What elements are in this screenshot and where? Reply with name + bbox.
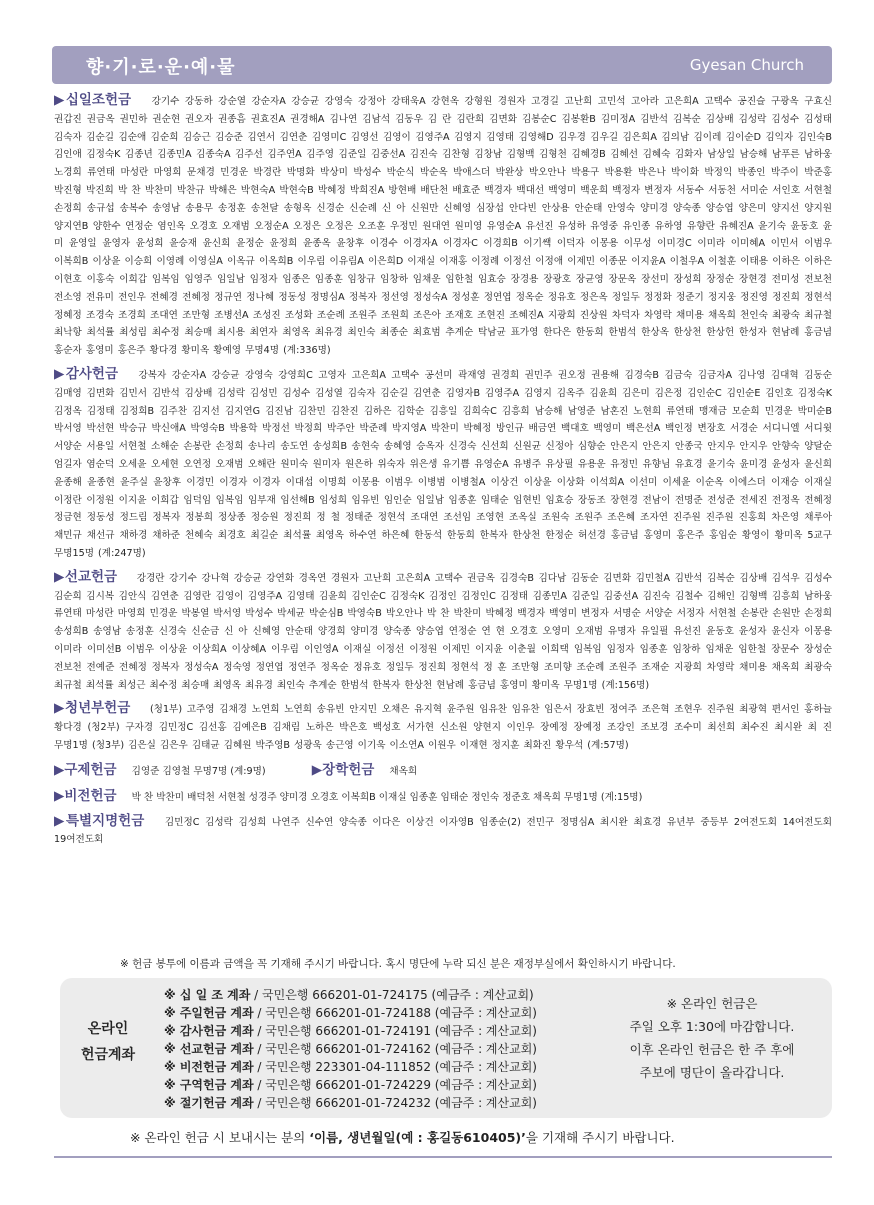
special-names: 김민정C 김성락 김성희 나연주 신수연 양숙종 이다은 이상건 이자영B 임종순(2) 전민구 정명심A 최시완 최효경 유년부 중등부 2여전도회 14여전도회 19여전도회 xyxy=(54,816,832,846)
youth-section xyxy=(54,700,832,754)
bottom-divider xyxy=(54,1156,832,1158)
special-label: ▶특별지명헌금 xyxy=(54,812,145,829)
account-list xyxy=(164,986,537,1112)
account-title-line1: 온라인 xyxy=(87,1021,129,1037)
online-deadline-notice: ※ 온라인 헌금은 주일 오후 1:30에 마감합니다. 이후 온라인 헌금은 한 주 후에 주보에 명단이 올라갑니다. xyxy=(629,996,795,1080)
account-item: ※ 절기헌금 계좌 / 국민은행 666201-01-724232 (예금주 : 계산교회) xyxy=(164,1096,537,1110)
account-item: ※ 선교헌금 계좌 / 국민은행 666201-01-724162 (예금주 : 계산교회) xyxy=(164,1042,537,1056)
section-label: ▶청년부헌금 xyxy=(54,700,131,717)
scholarship-label: ▶장학헌금 xyxy=(311,761,375,778)
scholarship-names: 채옥희 xyxy=(389,765,418,777)
envelope-notice: ※ 헌금 봉투에 이름과 금액을 꼭 기재해 주시기 바랍니다. 혹시 명단에 누락 되신 분은 재정부실에서 확인하시기 바랍니다. xyxy=(120,958,676,970)
account-item: ※ 비전헌금 계좌 / 국민은행 223301-04-111852 (예금주 : 계산교회) xyxy=(164,1060,537,1074)
page-title: 향·기·로·운·예·물 xyxy=(86,57,236,78)
account-title-line2: 헌금계좌 xyxy=(80,1047,136,1063)
online-account-box xyxy=(60,978,832,1118)
account-item: ※ 십 일 조 계좌 / 국민은행 666201-01-724175 (예금주 : 계산교회) xyxy=(164,988,534,1002)
vision-label: ▶비전헌금 xyxy=(54,787,117,804)
special-section xyxy=(54,813,832,850)
mission-section xyxy=(54,569,832,695)
account-item: ※ 주일헌금 계좌 / 국민은행 666201-01-724188 (예금주 : 계산교회) xyxy=(164,1006,537,1020)
page-header xyxy=(52,46,832,84)
account-box-title xyxy=(78,1016,138,1068)
donor-names: 강기수 강동하 강순열 강순자A 강승균 강영숙 강정아 강태욱A 강현옥 강형원 경원자 고경길 고난희 고민석 고아라 고은희A 고택수 공진슬 구광옥 구효신 권갑진 권금옥 권민하 권순현 권오자 권종흠 권효진A 권경해A 김나연 김남석 김동우 김 란 김란희 김면화 김봉순C 김봉환B 김미정A 김반석 김복순 김상배 김성락 김성수 김성태 김숙자 김순길 김순애 김순희 김승근 김승준 김연서 김연춘 김영미C 김영선 김영이 김영주A 김영지 김영태 김영해D 김우경 김우길 김은희A 김의남 김이레 김이순D 김익자 김인숙B 김인애 김정숙K 김종년 김종민A 김종숙A 김주선 김주연A 김주영 김준일 김중선A 김진숙 김찬형 김창남 김형백 김형천 김혜경B 김혜선 김혜숙 김화자 남상일 남승해 남푸른 남하웅 노경희 류연태 마성란 마영희 문채경 민경운 박경란 박명화 박상미 박성수 박순식 박순옥 박애스더 박완상 박오안나 박용구 박용환 박은나 박이화 박정익 박종인 박주이 박준홍 박진형 박진희 박 찬 박찬미 박찬규 박해은 박현숙A 박현숙B 박혜정 박희진A 방현배 배단천 배효준 백경자 백대선 백영미 백운희 백정자 변정자 서동수 서동천 서미순 서인호 서현철 손정희 송규섭 송복수 송영남 송용무 송정훈 송천달 송형옥 신경순 신순례 신 아 신원만 신혜영 심장섭 안다빈 안상용 안순태 안영숙 양미경 양숙종 양승엽 양은미 양지선 양지원 양지연B 양한수 연정순 염인옥 오경호 오재범 오정순A 오정은 오정은 오조훈 우정민 원대연 원미영 유영순A 유선진 유성하 유영중 유인종 유하영 유향란 유혜진A 윤기숙 윤동호 윤 미 윤영일 윤영자 윤성희 윤승재 윤신희 윤정순 윤정희 윤종옥 윤창후 이경수 이경자A 이경자C 이경희B 이기쌕 이덕자 이몽용 이무성 이미경C 이미라 이미혜A 이민서 이범우 이복희B 이상윤 이승희 이영례 이영실A 이옥규 이옥희B 이우림 이유림A 이은희D 이재실 이재홍 이정례 이정선 이정애 이제민 이종문 이지윤A 이철우A 이철훈 이태용 이하은 이하은 이현호 이홍숙 이희갑 임복임 임영주 임일남 임정자 임종은 임종훈 임창규 임창하 임채운 임한철 임효승 장경용 장광호 장균영 장문옥 장선미 장성희 장정순 장현경 전미성 전보천 전소영 전유미 전인우 전혜경 전혜정 정규연 정나혜 정동성 정명심A 정복자 정선영 정성숙A 정성훈 정연엽 정옥순 정유호 정은옥 정일두 정정화 정준기 정지웅 정진영 정진희 정현석 정혜정 조경숙 조경희 조대연 조만형 조병선A 조성진 조성화 조순례 조원주 조원희 조은아 조재호 조현진 조혜진A 지광희 진상원 차덕자 차영락 채미용 채옥희 천인숙 최광숙 최규철 최낙항 최석률 최성림 최수정 최승매 최시용 최연자 최영옥 최유경 최인숙 최종순 최효범 추계순 탁남균 표가영 한다은 한동희 한범석 한상옥 한상천 한상헌 한성자 현남례 홍금념 홍순자 홍영미 홍은주 황다경 황미옥 황예영 무명4명 (계:336명) xyxy=(54,96,832,357)
donor-names: 강경란 강기수 강나혁 강승균 강연화 경옥연 경원자 고난희 고은희A 고택수 권금옥 김경숙B 김다남 김동순 김면화 김민철A 김반석 김복순 김상배 김석우 김성수 김순희 김시복 김안식 김연춘 김영란 김영이 김영주A 김영태 김윤희 김인순C 김정숙K 김정인 김정인C 김정태 김종민A 김준일 김중선A 김진숙 김철수 김해인 김형백 김흥희 남하웅 류연태 마성란 마영희 민경운 박봉열 박서영 박성수 박세균 박순심B 박영숙B 박오안나 박 찬 박찬미 박혜정 백경자 백영미 변정자 서명순 서양순 서정자 서현철 손봉란 손원만 손정희 송성희B 송영남 송정훈 신경숙 신순금 신 아 신혜영 안순태 양경희 양미경 양숙종 양승엽 연정순 연 현 오경호 오영미 오재범 유명자 유일필 유선진 윤동호 윤성자 윤신자 이몽용 이미라 이미선B 이범우 이상윤 이상희A 이상혜A 이우림 이인영A 이재실 이정선 이정원 이제민 이지윤 이춘월 이희택 임복임 임정자 임종훈 임창하 임채운 임한철 장문수 장성순 전보천 전예준 전혜정 정복자 정성숙A 정숙영 정연엽 정연주 정옥순 정유호 정일두 정진희 정현석 정 훈 조만형 조미향 조순례 조원주 조재순 지광희 차영락 채미용 채옥희 최광숙 최규철 최석률 최성근 최수정 최승매 최영옥 최유경 최인숙 추계순 한범석 한복자 한상천 현남례 홍금념 홍영미 황미옥 무명1명 (계:156명) xyxy=(54,572,832,691)
section-label: ▶감사헌금 xyxy=(54,365,118,382)
relief-names: 김영준 김영철 무명7명 (계:9명) xyxy=(131,765,266,777)
online-name-notice: ※ 온라인 헌금 시 보내시는 분의 ‘이름, 생년월일(예 : 홍길동610405)’을 기재해 주시기 바랍니다. xyxy=(130,1130,675,1145)
thanksgiving-section xyxy=(54,366,832,563)
church-name: Gyesan Church xyxy=(689,56,804,74)
vision-names: 박 찬 박찬미 배덕천 서현철 성경주 양미경 오경호 이복희B 이재실 임종훈 임태순 정인숙 정준호 채옥희 무명1명 (계:15명) xyxy=(131,791,643,803)
tithe-section xyxy=(54,92,832,360)
donor-names: (청1부) 고주영 김채경 노연희 노연희 송유빈 안지민 오채은 유지혁 윤주원 임유찬 임유찬 임은서 장효빈 정여주 조은혁 조현우 진주원 최광혁 편서인 홍하늘 황다경 (청2부) 구자경 김민정C 김선홍 김예은B 김채림 노하은 박은호 백성호 서가현 신소원 양현지 이인우 장예정 장예정 조강인 조보경 조수미 최선희 최수진 최시완 최 진 무명1명 (청3부) 김은실 김은우 김태균 김혜원 박주영B 성광욱 송근영 이기욱 이소연A 이원우 이재현 정지훈 최화진 황우석 (계:57명) xyxy=(54,704,832,751)
account-item: ※ 구역헌금 계좌 / 국민은행 666201-01-724229 (예금주 : 계산교회) xyxy=(164,1078,537,1092)
relief-label: ▶구제헌금 xyxy=(54,761,117,778)
section-label: ▶십일조헌금 xyxy=(54,92,132,108)
section-label: ▶선교헌금 xyxy=(54,568,118,585)
relief-scholarship-row xyxy=(54,761,832,781)
offering-lists xyxy=(54,92,832,855)
vision-row xyxy=(54,787,832,807)
donor-names: 강복자 강순자A 강승균 강영숙 강영희C 고영자 고은희A 고택수 공선미 곽재영 권경희 권민주 권오정 권용해 김경숙B 김금숙 김금자A 김나영 김대혁 김동순 김매영 김면화 김민서 김반석 김상배 김성락 김성민 김성수 김성열 김숙자 김순길 김연춘 김영자B 김영주A 김영지 김옥주 김윤희 김은미 김은정 김인순C 김인순E 김인호 김정숙K 김정옥 김정태 김정희B 김주찬 김지선 김지연G 김진남 김찬민 김찬진 김하은 김학순 김흥일 김희숙C 김흥희 남승해 남영준 남혼진 노현희 류연태 맹재금 모순희 민경운 박미순B 박서영 박선현 박승규 박신애A 박영숙B 박용학 박정선 박정희 박주안 박준례 박지영A 박찬미 박혜정 방인규 배금연 백대호 백영미 백은선A 백인정 변장호 서경순 서디니엘 서디윗 서양순 서용일 서현철 소해순 손봉란 손정희 송나리 송도연 송성희B 송현숙 송혜영 승옥자 신경숙 신선희 신원균 신정아 심향순 안은지 안은지 안종국 안지우 안지우 안향숙 양달순 엄길자 염순덕 오세윤 오세현 오연정 오재범 오해란 원미숙 원미자 원은하 위숙자 위은생 유기쁨 유영순A 유병주 유상필 유용운 유정민 유향님 유효경 윤기숙 윤미경 윤성자 윤신희 윤종해 윤종현 윤주실 윤창후 이경민 이경자 이경자 이대섭 이명희 이몽용 이범우 이병범 이병철A 이상건 이상윤 이상화 이석희A 이선미 이세윤 이순옥 이에스더 이재승 이재실 이정란 이정원 이지윤 이희갑 임덕임 임복임 임부재 임선해B 임성희 임유빈 임인순 임일남 임종훈 임태순 임현빈 임효승 장동조 장현경 전남이 전명준 전성준 전세진 전정옥 전혜정 정금현 정동성 정드림 정복자 정봉희 정상종 정승원 정진희 정 철 정태준 정현석 조대연 조선임 조영현 조옥실 조원숙 조원주 조은혜 조자연 진주원 진주원 진홍희 차은영 채루아 채민규 채선규 채하경 채하준 천혜숙 최경호 최길순 최석률 최영옥 하수연 하은혜 한동석 한동희 한복자 한상천 한정순 허선경 홍금념 홍영미 홍은주 홍임순 황영이 황미옥 5교구 무명15명 (계:247명) xyxy=(54,369,833,559)
account-item: ※ 감사헌금 계좌 / 국민은행 666201-01-724191 (예금주 : 계산교회) xyxy=(164,1024,537,1038)
